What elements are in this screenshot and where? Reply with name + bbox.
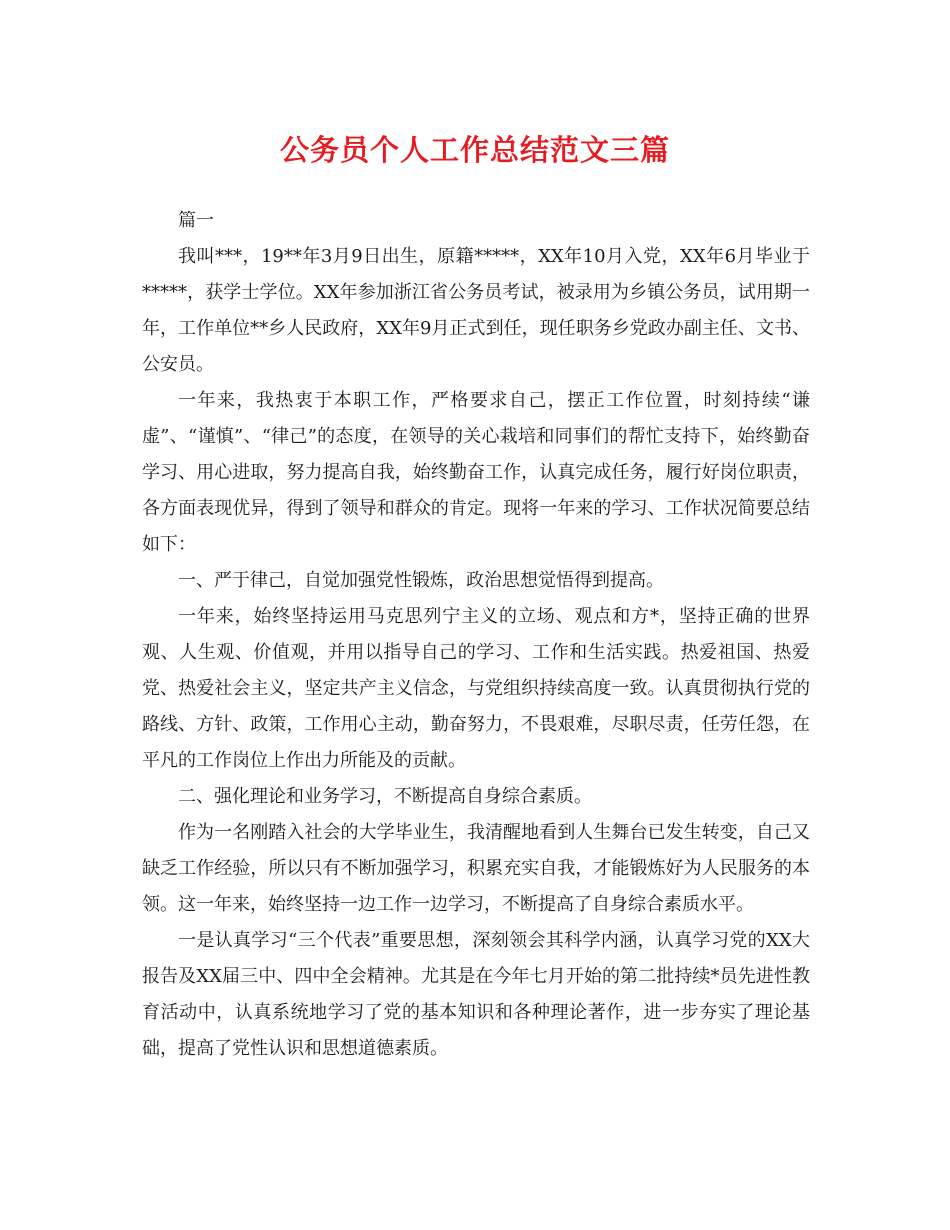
document-title: 公务员个人工作总结范文三篇: [279, 133, 670, 167]
paragraph-study: 作为一名刚踏入社会的大学毕业生，我清醒地看到人生舞台已发生转变，自己又缺乏工作经验，所以只有不断加强学习，积累充实自我，才能锻炼好为人民服务的本领。这一年来，始终坚持一边工作一边学习，不断提高了自身综合素质水平。: [142, 822, 810, 915]
paragraph-overview: 一年来，我热衷于本职工作，严格要求自己，摆正工作位置，时刻持续“谦虚”、“谨慎”、“律己”的态度，在领导的关心栽培和同事们的帮忙支持下，始终勤奋学习、用心进取，努力提高自我，始终勤奋工作，认真完成任务，履行好岗位职责，各方面表现优异，得到了领导和群众的肯定。现将一年来的学习、工作状况简要总结如下：: [142, 390, 810, 555]
paragraph-political-thought: 一年来，始终坚持运用马克思列宁主义的立场、观点和方*，坚持正确的世界观、人生观、价值观，并用以指导自己的学习、工作和生活实践。热爱祖国、热爱党、热爱社会主义，坚定共产主义信念，与党组织持续高度一致。认真贯彻执行党的路线、方针、政策，工作用心主动，勤奋努力，不畏艰难，尽职尽责，任劳任怨，在平凡的工作岗位上作出力所能及的贡献。: [142, 606, 810, 771]
heading-point-two: 二、强化理论和业务学习，不断提高自身综合素质。: [178, 786, 592, 807]
paragraph-theory-study: 一是认真学习“三个代表”重要思想，深刻领会其科学内涵，认真学习党的XX大报告及XX届三中、四中全会精神。尤其是在今年七月开始的第二批持续*员先进性教育活动中，认真系统地学习了党的基本知识和各种理论著作，进一步夯实了理论基础，提高了党性认识和思想道德素质。: [142, 930, 810, 1059]
heading-point-one: 一、严于律己，自觉加强党性锻炼，政治思想觉悟得到提高。: [178, 570, 664, 591]
paragraph-self-introduction: 我叫***，19**年3月9日出生，原籍*****，XX年10月入党，XX年6月毕业于*****，获学士学位。XX年参加浙江省公务员考试，被录用为乡镇公务员，试用期一年，工作单位**乡人民政府，XX年9月正式到任，现任职务乡党政办副主任、文书、公安员。: [142, 246, 810, 375]
section-heading-part-one: 篇一: [178, 210, 214, 231]
document-body: [142, 203, 810, 1067]
